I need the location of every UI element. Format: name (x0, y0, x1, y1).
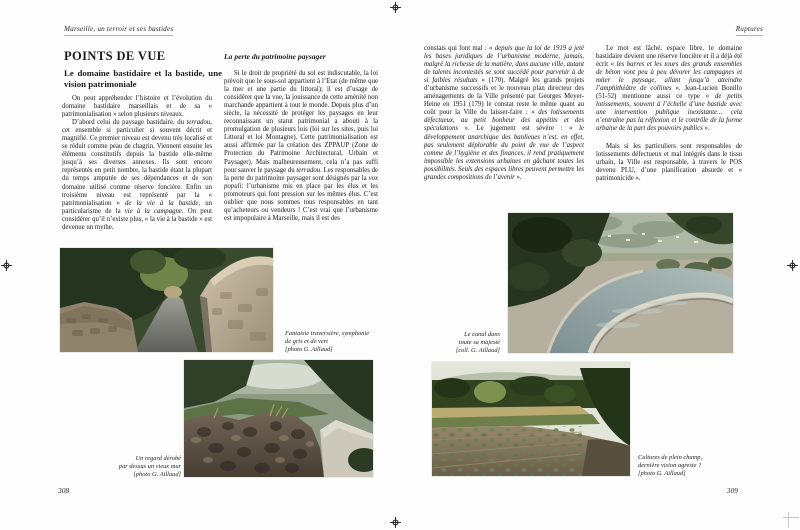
page-number-left: 308 (58, 486, 70, 495)
photo-lane-between-walls (60, 248, 273, 352)
section-heading: La perte du patrimoine paysager (224, 52, 326, 61)
registration-mark-icon (1, 258, 12, 269)
running-head-left: Marseille, un terroir et ses bastides (64, 25, 173, 36)
photo-caption-lane: Fantaisie traversière, symphonie de gris et de vert [photo G. Aillaud] (285, 330, 370, 353)
body-column-2: Si le droit de propriété du sol est indiscutable, la loi prévoit que le sous-sol appartient à l’Etat (de même que la mer et une partie du littoral); il est d’usage de considérer que la vue, la jouissance de cette aménité non marchande appartient à tout le monde. Depuis plus d’un siècle, la nécessité de protéger les paysages en leur reconnaissant un statut patrimonial a abouti à la promulgation de plusieurs lois (loi sur les sites, puis loi Littoral et loi Montagne). Cette patrimonialisation est aussi affirmée par la création des ZPPAUP (Zone de Protection du Patrimoine Architectural, Urbain et Paysager). Mais malheureusement, cela n’a pas suffi pour sauver le paysage du terradou. Les responsables de la perte du patrimoine paysager sont désignés par la vox populi: l’urbanisme mis en place par les élus et les promoteurs qui font pression sur les mêmes élus. C’est oublier que nous sommes tous responsables en tant qu’acheteurs ou vendeurs ! C’est vrai que l’urbanisme est impopulaire à Marseille, mais il est des (224, 70, 378, 222)
crop-mark-icon (783, 517, 799, 518)
registration-mark-icon (787, 258, 798, 269)
running-head-right: Ruptures (736, 25, 763, 36)
photo-caption-field: Cultures de plein champ, dernière vision agreste ? [photo G. Aillaud] (638, 454, 703, 477)
photo-caption-wall: Un regard dérobé par dessus un vieux mur [photo G. Aillaud] (118, 455, 181, 478)
page-title: POINTS DE VUE (64, 49, 166, 63)
photo-canal (508, 213, 733, 353)
registration-mark-icon (390, 515, 401, 526)
photo-field-crops (432, 362, 630, 476)
crop-mark-icon (788, 512, 789, 528)
photo-old-wall (184, 360, 373, 477)
page-number-right: 309 (726, 486, 738, 495)
body-column-4: Le mot est lâché, espace libre, le domaine bastidaire devient une réserve foncière et il a déjà été écrit « les barres et les tours des grands ensembles de béton vont peu à peu dévorer les campagnes et miter le paysage, allant jusqu’à atteindre l’amphithéâtre de collines ». Jean-Lucien Bonillo (51-52) mentionne aussi ce type « de petits lotissements, souvent à l’échelle d’une bastide avec une intervention publique inexistante... cela n’entraîne pas la réflexion et le contrôle de la forme urbaine de la part des pouvoirs publics ». Mais si les particuliers sont responsables de lotissements défectueux et mal intégrés dans le tissu urbain, la Ville est responsable, à travers le POS devenu PLU, d’une planification absurde et « patrimonicide ». (596, 45, 743, 182)
photo-caption-canal: Le canal dans toute sa majesté [coll. G. Aillaud] (455, 331, 500, 354)
page-subtitle: Le domaine bastidaire et la bastide, une vision patrimoniale (64, 68, 222, 89)
body-column-3: constats qui font mal : « depuis que la loi de 1919 a jeté les bases juridiques de l’urbanisme moderne, jamais, malgré la richesse de la matière, dans aucune ville, autant de talents incontestés se sont succédé pour parvenir à de si faibles résultats » (170). Malgré les grands projets d’urbanisme successifs et le nouveau plan directeur des aménagements de la Ville présenté par Georges Meyer-Heine en 1951 (179) le constat reste le même quant au coût pour la Ville du laisser-faire : « des lotissements défectueux, au petit bonheur des appétits et des spéculations ». Le jugement est sévère : « le développement anarchique des banlieues n’est, en effet, pas seulement déplorable du point de vue de l’aspect comme de l’hygiène et des finances, il rend pratiquement impossible les extensions urbaines en gâchant toutes les possibilités. Seuls des espaces libres peuvent permettre les grandes compositions de l’avenir ». (424, 45, 584, 181)
body-column-1: On peut appréhender l’histoire et l’évolution du domaine bastidaire marseillais et de sa « patrimonialisation » selon plusieurs niveaux. D’abord celui du paysage bastidaire, du terradou, cet ensemble si particulier si souvent décrit et magnifié. Ce premier niveau est devenu très localisé et se réduit comme peau de chagrin. Viennent ensuite les éléments constitutifs depuis la bastide elle-même jusqu’à ses diverses annexes. Ils sont encore représentés en petit nombre, la bastide étant la plupart du temps amputée de ses dépendances et de son domaine utilisé comme réserve foncière. Enfin un troisième niveau est représenté par la « patrimonialisation » de la vie à la bastide, un particularisme de la vie à la campagne. On peut considérer qu’il n’existe plus, « la vie à la bastide » est devenue un mythe. (62, 95, 213, 231)
registration-mark-icon (390, 0, 401, 11)
